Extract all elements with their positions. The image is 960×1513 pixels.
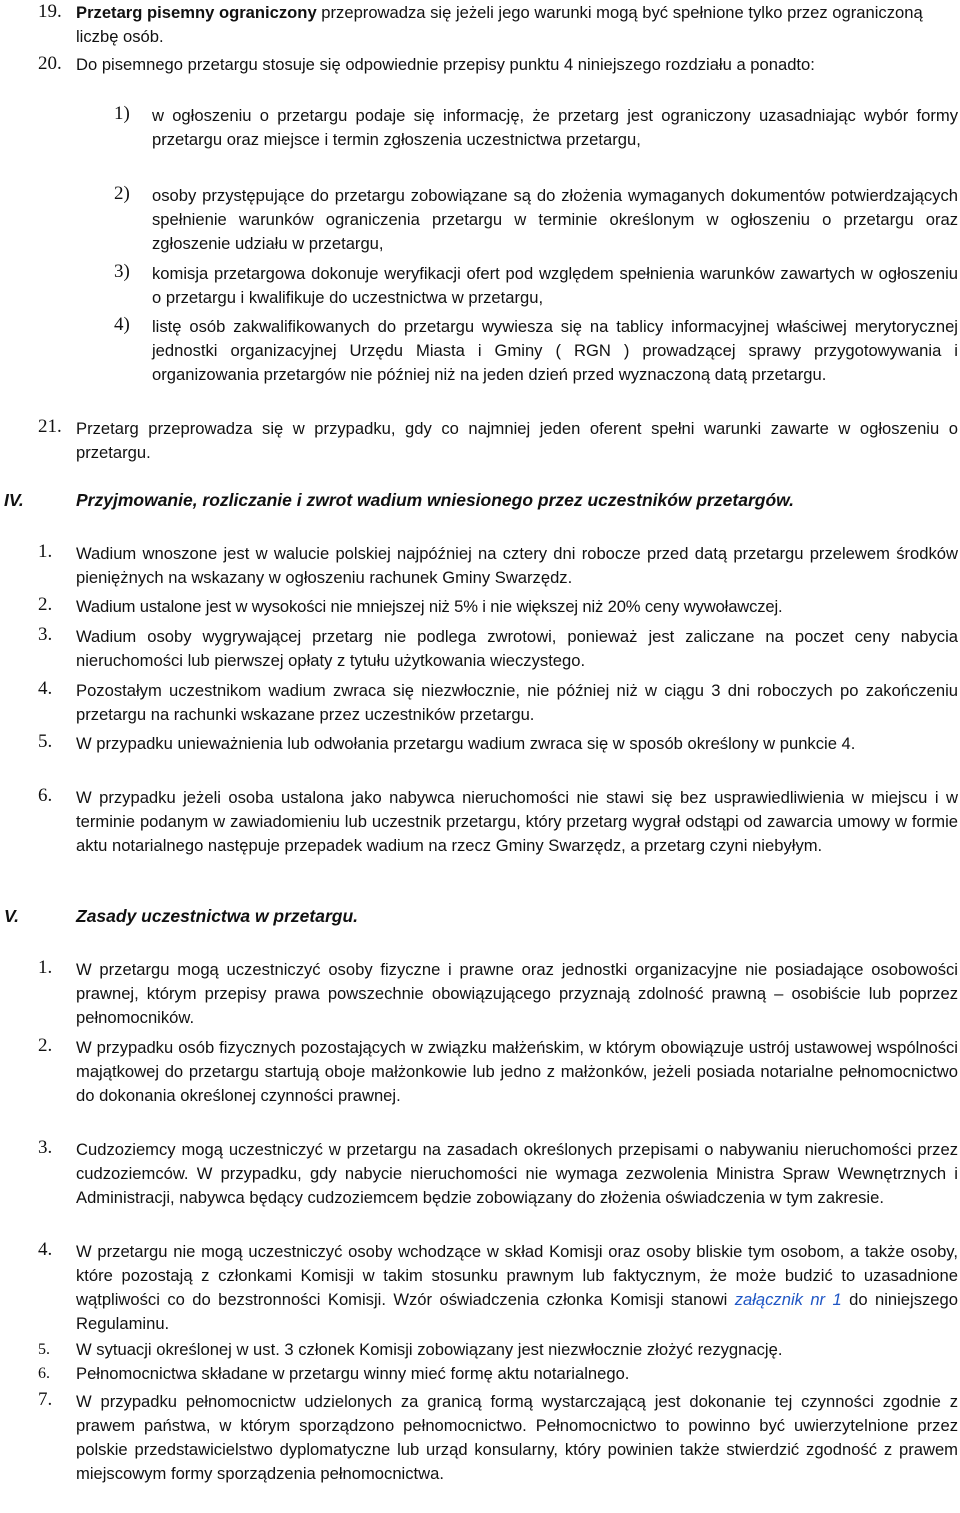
item-number: 4. (38, 1239, 53, 1260)
section-heading-v (0, 903, 960, 929)
item-text: W przypadku osób fizycznych pozostających w związku małżeńskim, w którym obowiązuje ustrój ustawowej wspólności majątkowej do przetargu startują oboje małżonkowie lub jedno z małżonków, jeżeli posiada notarialne pełnomocnictwo do dokonania określonej czynności prawnej. (76, 1038, 958, 1105)
item-number: 20. (38, 53, 62, 74)
item-number: 5. (38, 731, 53, 752)
item-number: 21. (38, 416, 62, 437)
item-number: 2. (38, 594, 53, 615)
sub-item-text: komisja przetargowa dokonuje weryfikacji ofert pod względem spełnienia warunków zawartych w ogłoszeniu o przetargu i kwalifikuje do uczestnictwa w przetargu, (152, 264, 958, 307)
item-text: Wadium osoby wygrywającej przetarg nie podlega zwrotowi, ponieważ jest zaliczane na poczet ceny nabycia nieruchomości lub pierwszej opłaty z tytułu użytkowania wieczystego. (76, 627, 958, 670)
item-number: 3. (38, 624, 53, 645)
item-number: 6. (38, 785, 53, 806)
item-number: 19. (38, 1, 62, 22)
section-title: Przyjmowanie, rozliczanie i zwrot wadium wniesionego przez uczestników przetargów. (76, 490, 794, 510)
item-text-after: do niniejszego Regulaminu. (76, 1290, 958, 1333)
attachment-link[interactable]: załącznik nr 1 (734, 1290, 842, 1309)
item-text: Przetarg przeprowadza się w przypadku, gdy co najmniej jeden oferent spełni warunki zawarte w ogłoszeniu o przetargu. (76, 419, 958, 462)
item-number: 3. (38, 1137, 53, 1158)
item-text: W przypadku pełnomocnictw udzielonych za granicą formą wystarczającą jest dokonanie tej czynności zgodnie z prawem państwa, w którym sporządzono pełnomocnictwo. Pełnomocnictwo to powinno być uwierzytelnione przez polskie przedstawicielstwo dyplomatyczne lub urząd konsularny, który powinien także stwierdzić zgodność z prawem miejscowym formy sporządzenia pełnomocnictwa. (76, 1392, 958, 1483)
item-text: Pozostałym uczestnikom wadium zwraca się niezwłocznie, nie później niż w ciągu 3 dni roboczych po zakończeniu przetargu na rachunki wskazane przez uczestników przetargu. (76, 681, 958, 724)
item-text: Wadium ustalone jest w wysokości nie mniejszej niż 5% i nie większej niż 20% ceny wywoławczej. (76, 597, 783, 616)
sub-item-text: w ogłoszeniu o przetargu podaje się informację, że przetarg jest ograniczony uzasadniając wybór formy przetargu oraz miejsce i termin zgłoszenia uczestnictwa przetargu, (152, 106, 958, 149)
sub-item-number: 1) (114, 103, 130, 124)
item-text: W przypadku unieważnienia lub odwołania przetargu wadium zwraca się w sposób określony w punkcie 4. (76, 734, 856, 753)
item-text: przeprowadza się jeżeli jego warunki mogą być spełnione tylko przez ograniczoną liczbę osób. (76, 3, 923, 46)
item-number: 1. (38, 541, 53, 562)
sub-item-number: 2) (114, 183, 130, 204)
item-number: 2. (38, 1035, 53, 1056)
item-number: 5. (38, 1341, 50, 1358)
item-bold-lead: Przetarg pisemny ograniczony (76, 3, 317, 22)
sub-item-text: osoby przystępujące do przetargu zobowiązane są do złożenia wymaganych dokumentów potwierdzających spełnienie warunków ograniczenia przetargu w terminie określonym w ogłoszeniu o przetargu oraz zgłoszenie udziału w przetargu, (152, 186, 958, 253)
sub-item-number: 4) (114, 314, 130, 335)
section-heading-iv (0, 487, 960, 513)
sub-item-text: listę osób zakwalifikowanych do przetargu wywiesza się na tablicy informacyjnej właściwej merytorycznej jednostki organizacyjnej Urzędu Miasta i Gminy ( RGN ) prowadzącej sprawy przygotowywania i organizowania przetargów nie później niż na jeden dzień przed wyznaczoną datą przetargu. (152, 317, 958, 384)
item-number: 4. (38, 678, 53, 699)
item-number: 6. (38, 1365, 50, 1382)
section-title: Zasady uczestnictwa w przetargu. (76, 906, 359, 926)
item-text: W przetargu nie mogą uczestniczyć osoby wchodzące w skład Komisji oraz osoby bliskie tym osobom, a także osoby, które pozostają z członkami Komisji w takim stosunku prawnym lub faktycznym, że może budzić to uzasadnione wątpliwości co do bezstronności Komisji. Wzór oświadczenia członka Komisji stanowi (76, 1242, 958, 1309)
item-text: Cudzoziemcy mogą uczestniczyć w przetargu na zasadach określonych przepisami o nabywaniu nieruchomości przez cudzoziemców. W przypadku, gdy nabycie nieruchomości nie wymaga zezwolenia Ministra Spraw Wewnętrznych i Administracji, nabywca będący cudzoziemcem będzie zobowiązany do złożenia oświadczenia w tym zakresie. (76, 1140, 958, 1207)
section-number: V. (4, 906, 19, 926)
section-number: IV. (4, 490, 24, 510)
item-number: 1. (38, 957, 53, 978)
sub-item-number: 3) (114, 261, 130, 282)
item-text: W przypadku jeżeli osoba ustalona jako nabywca nieruchomości nie stawi się bez usprawiedliwienia w miejscu i w terminie podanym w zawiadomieniu lub uczestnik przetargu, który przetarg wygrał odstąpi od zawarcia umowy w formie aktu notarialnego następuje przepadek wadium na rzecz Gminy Swarzędz, a przetarg czyni niebyłym. (76, 788, 958, 855)
item-text: W sytuacji określonej w ust. 3 członek Komisji zobowiązany jest niezwłocznie złożyć rezygnację. (76, 1340, 783, 1359)
item-number: 7. (38, 1389, 53, 1410)
item-text: Do pisemnego przetargu stosuje się odpowiednie przepisy punktu 4 niniejszego rozdziału a ponadto: (76, 55, 815, 74)
item-text: Wadium wnoszone jest w walucie polskiej najpóźniej na cztery dni robocze przed datą przetargu przelewem środków pieniężnych na wskazany w ogłoszeniu rachunek Gminy Swarzędz. (76, 544, 958, 587)
item-text: W przetargu mogą uczestniczyć osoby fizyczne i prawne oraz jednostki organizacyjne nie posiadające osobowości prawnej, którym przepisy prawa powszechnie obowiązującego przyznają zdolność prawną – osobiście lub poprzez pełnomocników. (76, 960, 958, 1027)
item-text: Pełnomocnictwa składane w przetargu winny mieć formę aktu notarialnego. (76, 1364, 630, 1383)
